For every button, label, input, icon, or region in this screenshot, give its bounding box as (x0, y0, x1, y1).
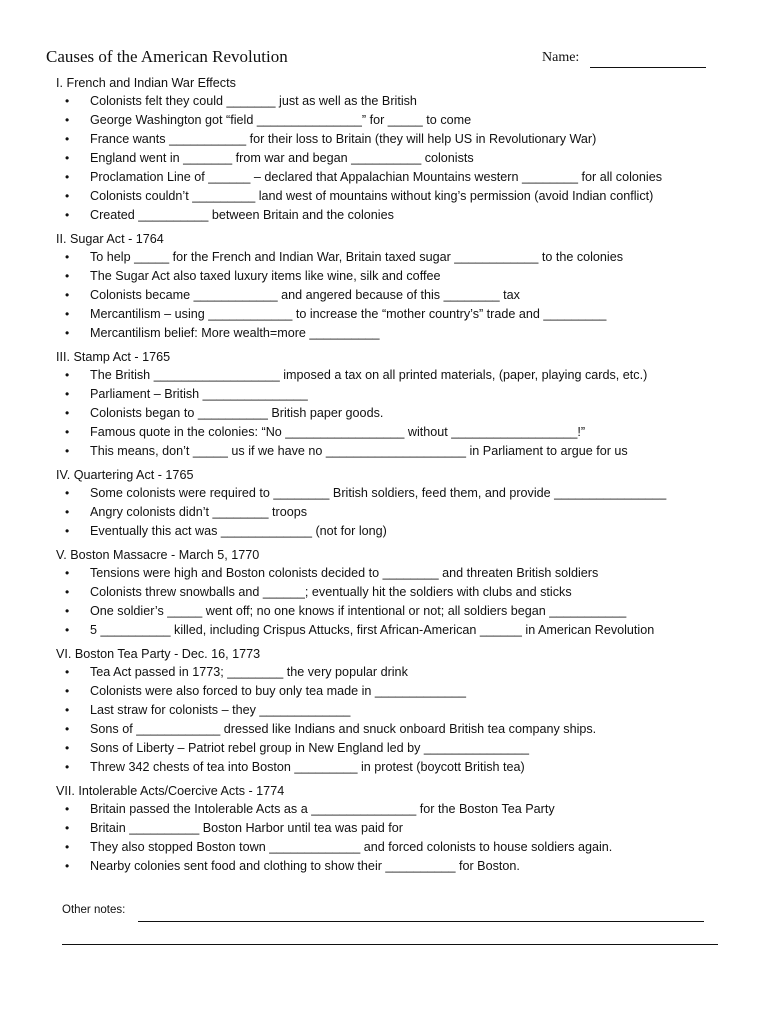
bullet-icon: • (65, 444, 70, 458)
bullet-icon: • (65, 505, 70, 519)
name-label: Name: (542, 50, 580, 65)
list-item-text: Sons of Liberty – Patriot rebel group in New England led by _______________ (90, 741, 529, 755)
list-item (56, 206, 736, 225)
section-heading: VI. Boston Tea Party - Dec. 16, 1773 (56, 647, 261, 661)
list-item (56, 248, 736, 267)
list-item (56, 621, 736, 640)
list-item-text: Parliament – British _______________ (90, 387, 308, 401)
list-item-text: Mercantilism – using ____________ to increase the “mother country’s” trade and _________ (90, 307, 607, 321)
list-item (56, 366, 736, 385)
bullet-icon: • (65, 94, 70, 108)
bullet-icon: • (65, 189, 70, 203)
list-item-text: Famous quote in the colonies: “No _________________ without __________________!” (90, 425, 586, 439)
bullet-icon: • (65, 684, 70, 698)
bullet-icon: • (65, 665, 70, 679)
list-item-text: Sons of ____________ dressed like Indians and snuck onboard British tea company ships. (90, 722, 597, 736)
bullet-icon: • (65, 604, 70, 618)
list-item-text: Proclamation Line of ______ – declared that Appalachian Mountains western ________ for all colonies (90, 170, 663, 184)
other-notes-line-1 (138, 921, 704, 922)
list-item-text: Colonists threw snowballs and ______; eventually hit the soldiers with clubs and sticks (90, 585, 572, 599)
bullet-icon: • (65, 425, 70, 439)
bullet-icon: • (65, 741, 70, 755)
bullet-list (56, 366, 736, 461)
bullet-icon: • (65, 113, 70, 127)
list-item-text: England went in _______ from war and began __________ colonists (90, 151, 474, 165)
section-2 (56, 230, 736, 343)
other-notes-line-2 (62, 944, 718, 945)
list-item-text: Colonists felt they could _______ just as well as the British (90, 94, 417, 108)
bullet-icon: • (65, 269, 70, 283)
list-item-text: Mercantilism belief: More wealth=more __________ (90, 326, 380, 340)
bullet-icon: • (65, 326, 70, 340)
list-item (56, 701, 736, 720)
bullet-list (56, 663, 736, 777)
list-item-text: Created __________ between Britain and the colonies (90, 208, 394, 222)
list-item-text: To help _____ for the French and Indian War, Britain taxed sugar ____________ to the colonies (90, 250, 624, 264)
list-item-text: Tensions were high and Boston colonists decided to ________ and threaten British soldiers (90, 566, 599, 580)
worksheet-content (56, 74, 736, 881)
bullet-icon: • (65, 566, 70, 580)
list-item-text: Last straw for colonists – they _____________ (90, 703, 351, 717)
bullet-icon: • (65, 585, 70, 599)
bullet-list (56, 800, 736, 876)
list-item (56, 758, 736, 777)
list-item (56, 168, 736, 187)
bullet-icon: • (65, 802, 70, 816)
list-item (56, 819, 736, 838)
list-item (56, 838, 736, 857)
list-item (56, 503, 736, 522)
list-item (56, 522, 736, 541)
section-6 (56, 645, 736, 777)
list-item (56, 663, 736, 682)
bullet-icon: • (65, 722, 70, 736)
bullet-icon: • (65, 703, 70, 717)
bullet-icon: • (65, 406, 70, 420)
list-item-text: Colonists couldn’t _________ land west of mountains without king’s permission (avoid Indian conflict) (90, 189, 654, 203)
bullet-icon: • (65, 821, 70, 835)
bullet-icon: • (65, 307, 70, 321)
page-title: Causes of the American Revolution (46, 47, 288, 66)
bullet-icon: • (65, 151, 70, 165)
bullet-icon: • (65, 760, 70, 774)
bullet-icon: • (65, 524, 70, 538)
section-heading: IV. Quartering Act - 1765 (56, 468, 194, 482)
list-item (56, 800, 736, 819)
section-1 (56, 74, 736, 225)
list-item (56, 423, 736, 442)
bullet-icon: • (65, 132, 70, 146)
list-item-text: Colonists were also forced to buy only tea made in _____________ (90, 684, 466, 698)
list-item (56, 857, 736, 876)
list-item-text: George Washington got “field _______________” for _____ to come (90, 113, 472, 127)
list-item-text: Nearby colonies sent food and clothing to show their __________ for Boston. (90, 859, 520, 873)
bullet-list (56, 484, 736, 541)
bullet-icon: • (65, 368, 70, 382)
list-item (56, 442, 736, 461)
list-item-text: This means, don’t _____ us if we have no ____________________ in Parliament to argue for us (90, 444, 628, 458)
list-item (56, 149, 736, 168)
list-item-text: Britain __________ Boston Harbor until tea was paid for (90, 821, 403, 835)
list-item (56, 111, 736, 130)
section-4 (56, 466, 736, 541)
other-notes-label: Other notes: (62, 904, 126, 916)
list-item (56, 484, 736, 503)
list-item (56, 720, 736, 739)
section-heading: I. French and Indian War Effects (56, 76, 236, 90)
list-item (56, 92, 736, 111)
bullet-icon: • (65, 623, 70, 637)
bullet-icon: • (65, 387, 70, 401)
section-heading: VII. Intolerable Acts/Coercive Acts - 1774 (56, 784, 285, 798)
list-item (56, 385, 736, 404)
list-item-text: The Sugar Act also taxed luxury items like wine, silk and coffee (90, 269, 441, 283)
section-heading: II. Sugar Act - 1764 (56, 232, 164, 246)
list-item (56, 267, 736, 286)
list-item-text: Some colonists were required to ________ British soldiers, feed them, and provide ________________ (90, 486, 667, 500)
list-item-text: The British __________________ imposed a tax on all printed materials, (paper, playing cards, etc.) (90, 368, 648, 382)
list-item (56, 404, 736, 423)
list-item (56, 602, 736, 621)
list-item (56, 564, 736, 583)
bullet-list (56, 248, 736, 343)
bullet-icon: • (65, 250, 70, 264)
list-item-text: Angry colonists didn’t ________ troops (90, 505, 308, 519)
bullet-icon: • (65, 486, 70, 500)
list-item (56, 682, 736, 701)
bullet-list (56, 564, 736, 640)
section-3 (56, 348, 736, 461)
list-item-text: Tea Act passed in 1773; ________ the very popular drink (90, 665, 408, 679)
list-item (56, 305, 736, 324)
section-heading: III. Stamp Act - 1765 (56, 350, 171, 364)
list-item-text: They also stopped Boston town _____________ and forced colonists to house soldiers again. (90, 840, 613, 854)
section-7 (56, 782, 736, 876)
bullet-icon: • (65, 208, 70, 222)
list-item-text: Threw 342 chests of tea into Boston _________ in protest (boycott British tea) (90, 760, 525, 774)
list-item-text: One soldier’s _____ went off; no one knows if intentional or not; all soldiers began ___________ (90, 604, 627, 618)
list-item-text: 5 __________ killed, including Crispus Attucks, first African-American ______ in American Revolution (90, 623, 655, 637)
list-item (56, 583, 736, 602)
list-item-text: Britain passed the Intolerable Acts as a _______________ for the Boston Tea Party (90, 802, 555, 816)
list-item (56, 739, 736, 758)
bullet-list (56, 92, 736, 225)
list-item-text: Colonists began to __________ British paper goods. (90, 406, 384, 420)
list-item-text: Colonists became ____________ and angered because of this ________ tax (90, 288, 520, 302)
list-item (56, 324, 736, 343)
list-item (56, 130, 736, 149)
bullet-icon: • (65, 859, 70, 873)
list-item-text: Eventually this act was _____________ (not for long) (90, 524, 387, 538)
list-item (56, 286, 736, 305)
list-item (56, 187, 736, 206)
section-heading: V. Boston Massacre - March 5, 1770 (56, 548, 260, 562)
section-5 (56, 546, 736, 640)
bullet-icon: • (65, 170, 70, 184)
list-item-text: France wants ___________ for their loss to Britain (they will help US in Revolutionary War) (90, 132, 597, 146)
name-blank-line (590, 67, 706, 68)
bullet-icon: • (65, 840, 70, 854)
bullet-icon: • (65, 288, 70, 302)
